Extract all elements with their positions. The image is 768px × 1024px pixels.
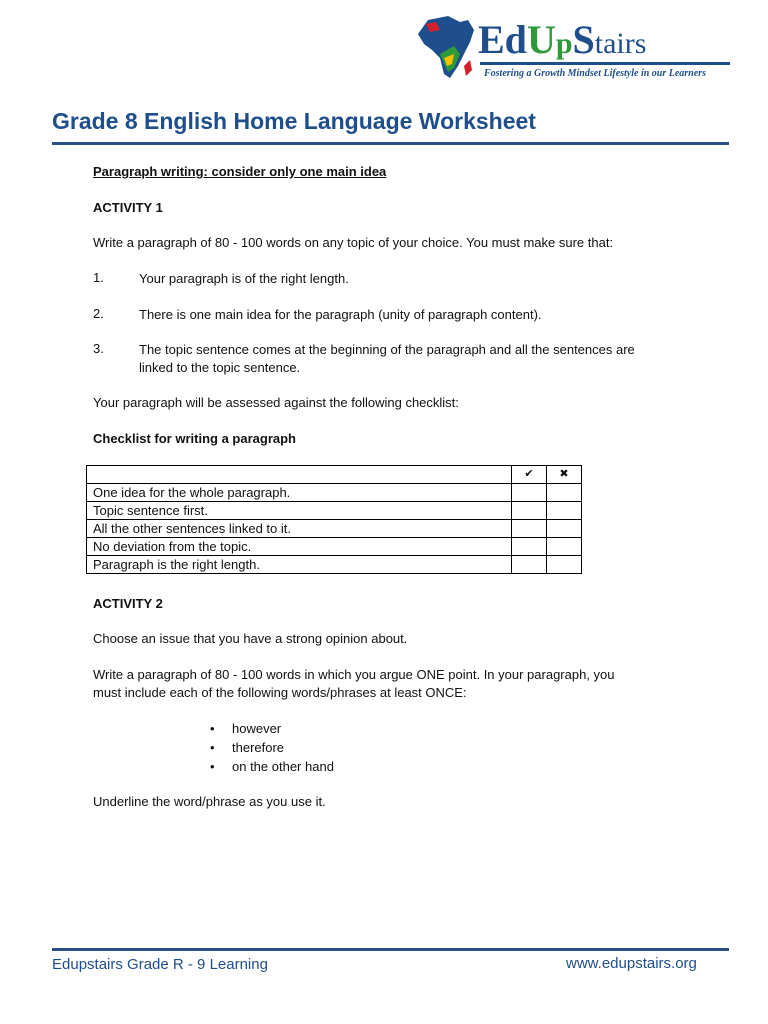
tick-icon: ✔: [512, 466, 547, 484]
item-number: 3.: [93, 341, 104, 356]
criterion-cell: One idea for the whole paragraph.: [87, 484, 512, 502]
activity2-line2b: must include each of the following words/phrases at least ONCE:: [93, 685, 467, 700]
tick-cell[interactable]: [512, 502, 547, 520]
logo-wordmark-s: S: [572, 17, 595, 62]
footer-divider: [52, 948, 729, 951]
logo-tagline: Fostering a Growth Mindset Lifestyle in our Learners: [484, 68, 706, 79]
cross-cell[interactable]: [547, 556, 582, 574]
tick-cell[interactable]: [512, 538, 547, 556]
logo-wordmark-u: U: [526, 17, 556, 62]
criterion-cell: Topic sentence first.: [87, 502, 512, 520]
tick-cell[interactable]: [512, 484, 547, 502]
activity2-line1: Choose an issue that you have a strong opinion about.: [93, 631, 408, 646]
checklist-heading: Checklist for writing a paragraph: [93, 431, 296, 446]
table-header-row: [87, 466, 582, 484]
item-number: 1.: [93, 270, 104, 285]
logo-wordmark-p: p: [555, 27, 573, 60]
criterion-cell: All the other sentences linked to it.: [87, 520, 512, 538]
bullet-icon: •: [210, 740, 215, 755]
table-row: [87, 520, 582, 538]
cross-icon: ✖: [547, 466, 582, 484]
activity1-heading: ACTIVITY 1: [93, 200, 163, 215]
table-row: [87, 538, 582, 556]
table-row: [87, 484, 582, 502]
cross-cell[interactable]: [547, 538, 582, 556]
edupstairs-logo: [414, 14, 734, 84]
title-divider: [52, 142, 729, 145]
bullet-icon: •: [210, 759, 215, 774]
item-text: Your paragraph is of the right length.: [139, 271, 349, 286]
criterion-cell: Paragraph is the right length.: [87, 556, 512, 574]
header-blank-cell: [87, 466, 512, 484]
assessment-note: Your paragraph will be assessed against the following checklist:: [93, 395, 459, 410]
bullet-item: on the other hand: [232, 759, 334, 774]
bullet-icon: •: [210, 721, 215, 736]
bullet-item: therefore: [232, 740, 285, 755]
cross-cell[interactable]: [547, 502, 582, 520]
item-text: The topic sentence comes at the beginning of the paragraph and all the sentences are linked to the topic sentence.: [139, 342, 635, 375]
logo-underline: [480, 62, 730, 65]
logo-wordmark-ed: Ed: [478, 17, 527, 62]
logo-wordmark: [478, 17, 647, 62]
cross-cell[interactable]: [547, 484, 582, 502]
africa-map-icon: [414, 14, 484, 82]
cross-cell[interactable]: [547, 520, 582, 538]
activity1-intro: Write a paragraph of 80 - 100 words on any topic of your choice. You must make sure that:: [93, 235, 614, 250]
activity2-heading: ACTIVITY 2: [93, 596, 163, 611]
activity2-line2a: Write a paragraph of 80 - 100 words in which you argue ONE point. In your paragraph, you: [93, 667, 615, 682]
footer-website-link[interactable]: www.edupstairs.org: [566, 955, 697, 972]
tick-cell[interactable]: [512, 520, 547, 538]
item-text: There is one main idea for the paragraph (unity of paragraph content).: [139, 307, 542, 322]
page-title: Grade 8 English Home Language Worksheet: [52, 108, 536, 134]
tick-cell[interactable]: [512, 556, 547, 574]
section-heading: Paragraph writing: consider only one main idea: [93, 164, 387, 179]
criterion-cell: No deviation from the topic.: [87, 538, 512, 556]
checklist-table: [86, 465, 582, 574]
bullet-item: however: [232, 721, 282, 736]
footer-left-text: Edupstairs Grade R - 9 Learning: [52, 956, 268, 973]
table-row: [87, 556, 582, 574]
item-number: 2.: [93, 306, 104, 321]
logo-wordmark-tairs: tairs: [594, 27, 647, 60]
table-row: [87, 502, 582, 520]
activity2-closing: Underline the word/phrase as you use it.: [93, 794, 326, 809]
